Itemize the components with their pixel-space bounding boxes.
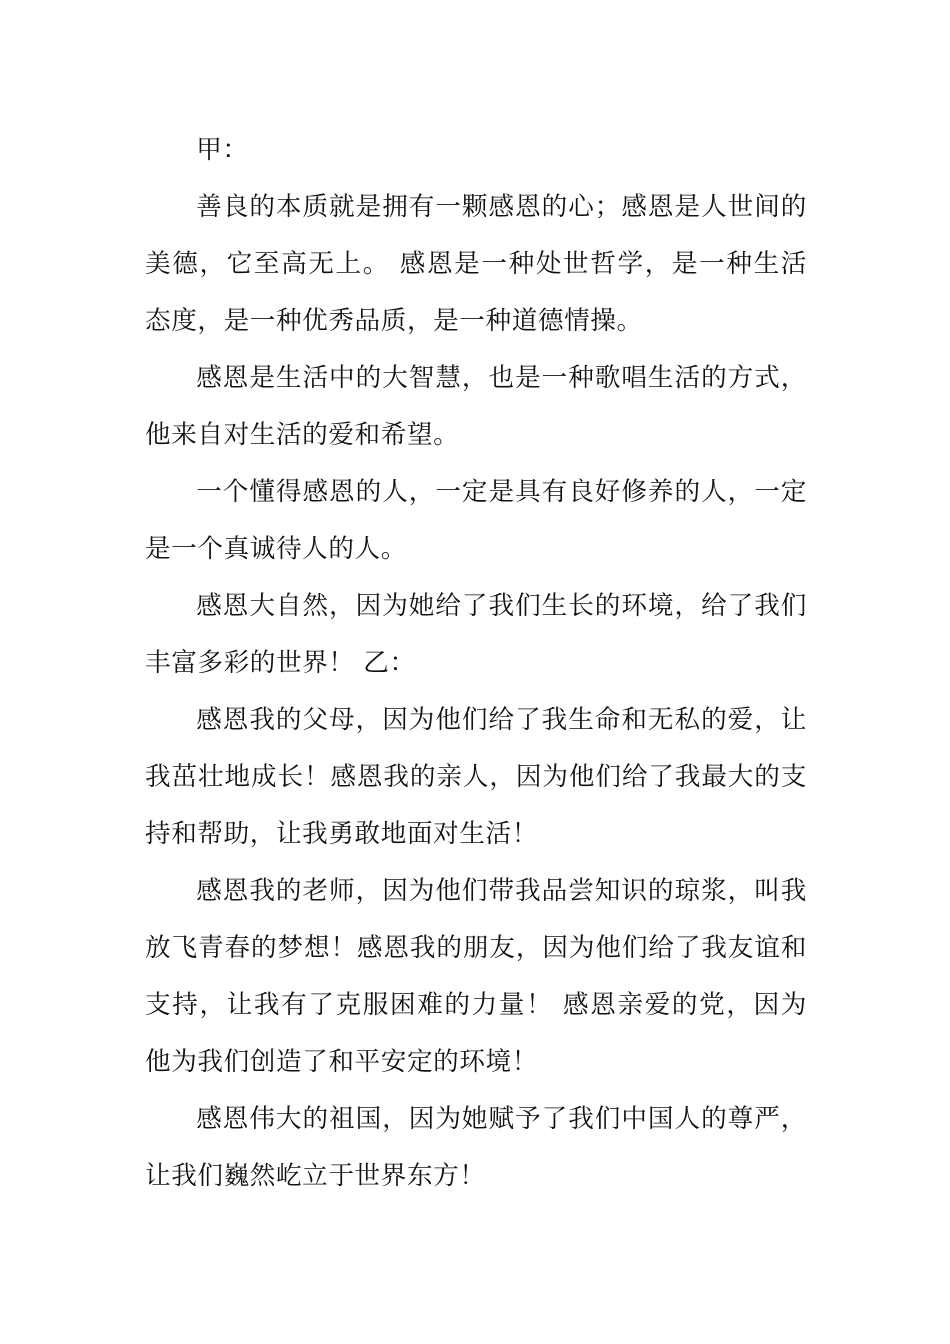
paragraph: 感恩大自然，因为她给了我们生长的环境，给了我们丰富多彩的世界！ 乙： [145, 591, 807, 678]
paragraph: 感恩伟大的祖国，因为她赋予了我们中国人的尊严，让我们巍然屹立于世界东方！ [145, 1104, 807, 1191]
paragraph: 善良的本质就是拥有一颗感恩的心；感恩是人世间的美德，它至高无上。 感恩是一种处世哲学，是一种生活态度，是一种优秀品质，是一种道德情操。 [145, 192, 807, 336]
paragraph-speaker-jia: 甲： [196, 135, 249, 165]
paragraph: 感恩是生活中的大智慧，也是一种歌唱生活的方式，他来自对生活的爱和希望。 [145, 363, 807, 450]
paragraph: 一个懂得感恩的人，一定是具有良好修养的人，一定是一个真诚待人的人。 [145, 477, 807, 564]
paragraph: 感恩我的父母，因为他们给了我生命和无私的爱，让我茁壮地成长！感恩我的亲人，因为他们给了我最大的支持和帮助，让我勇敢地面对生活！ [145, 705, 807, 849]
document-body [145, 122, 807, 1205]
paragraph: 感恩我的老师，因为他们带我品尝知识的琼浆，叫我放飞青春的梦想！感恩我的朋友，因为他们给了我友谊和支持，让我有了克服困难的力量！ 感恩亲爱的党，因为他为我们创造了和平安定的环境！ [145, 876, 807, 1077]
